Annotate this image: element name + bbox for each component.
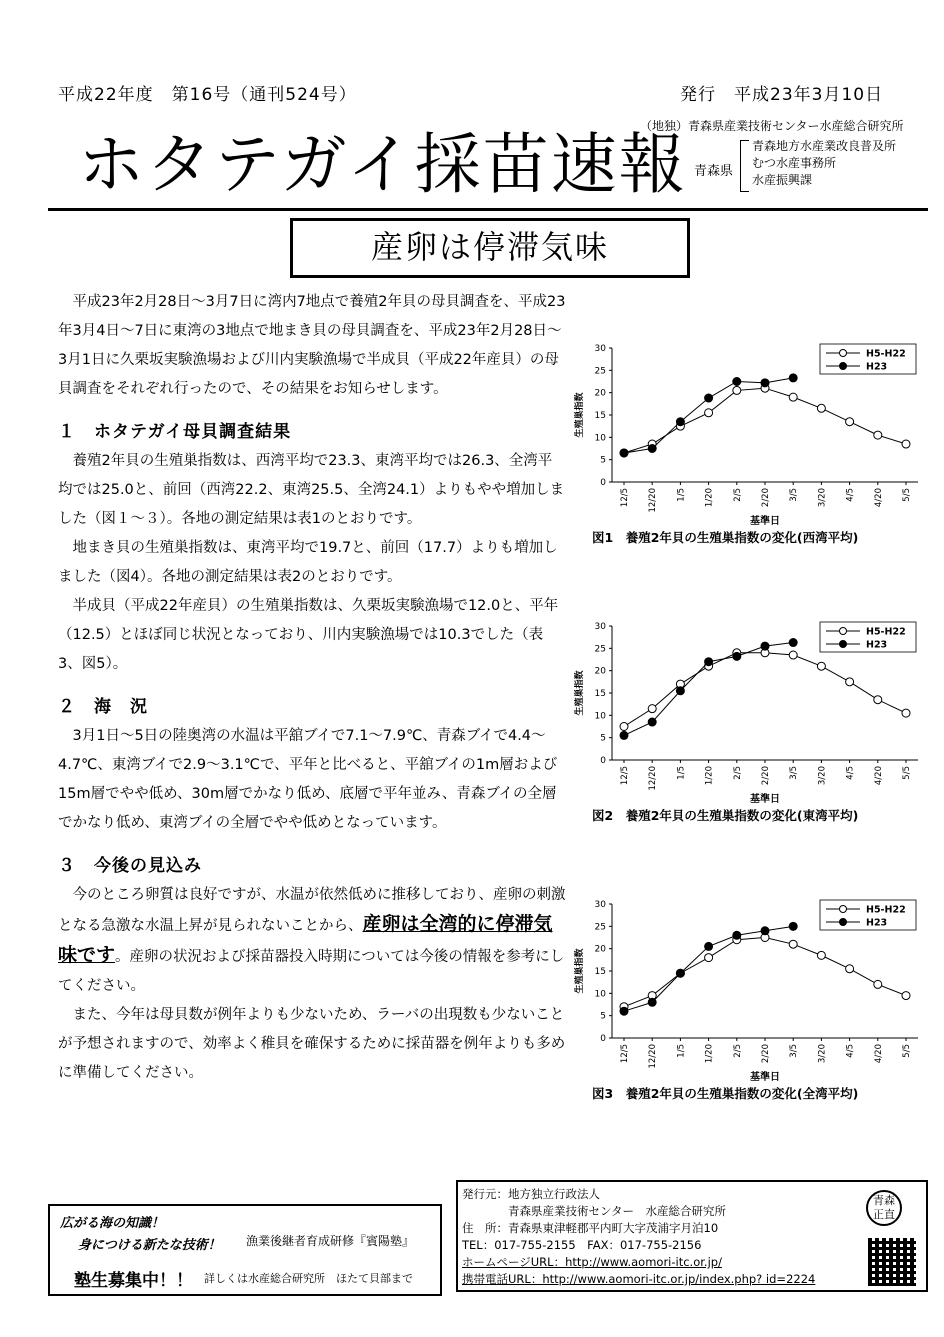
data-point	[648, 998, 656, 1006]
ad-contact: 詳しくは水産総合研究所 ほたて貝部まで	[204, 1272, 413, 1285]
section-heading: ３ 今後の見込み	[58, 856, 202, 876]
x-tick-label: 4/20	[873, 766, 884, 786]
x-tick-label: 3/20	[817, 488, 828, 508]
data-point	[705, 409, 713, 417]
data-point	[874, 980, 882, 988]
x-tick-label: 2/20	[761, 488, 771, 508]
footer-line: 青森県産業技術センター 水産総合研究所	[462, 1204, 727, 1218]
y-axis-label: 生殖巣指数	[575, 948, 585, 994]
y-tick-label: 30	[594, 344, 606, 354]
footer-line: 住 所：青森県東津軽郡平内町大字茂浦字月泊10	[462, 1221, 719, 1235]
issue-number: 平成22年度 第16号（通刊524号）	[58, 85, 357, 105]
data-point	[761, 927, 769, 935]
data-point	[705, 394, 713, 402]
data-point	[789, 639, 797, 647]
x-tick-label: 1/20	[704, 488, 715, 508]
y-tick-label: 5	[600, 455, 606, 466]
y-tick-label: 10	[594, 711, 606, 722]
data-point	[902, 992, 910, 1000]
x-tick-label: 12/20	[648, 488, 659, 513]
series-line	[624, 388, 906, 453]
outlook-text: 。産卵の状況および採苗器投入時期については今後の情報を参考にしてください。	[58, 949, 565, 994]
legend-marker	[840, 641, 847, 648]
data-point	[789, 374, 797, 382]
data-point	[676, 418, 684, 426]
article-body	[58, 288, 566, 1088]
legend-label: H5-H22	[866, 348, 906, 360]
publisher-org	[640, 118, 904, 134]
x-tick-label: 2/5	[732, 766, 743, 780]
ad-recruit: 塾生募集中！！	[74, 1271, 193, 1291]
body-paragraph: 地まき貝の生殖巣指数は、東湾平均で19.7と、前回（17.7）よりも増加しました（図4）。各地の測定結果は表2のとおりです。	[58, 540, 558, 585]
y-tick-label: 20	[594, 388, 606, 399]
x-tick-label: 12/5	[620, 488, 630, 508]
x-tick-label: 1/5	[676, 488, 687, 502]
x-tick-label: 3/5	[789, 488, 800, 502]
prefecture-offices	[752, 138, 896, 189]
data-point	[846, 678, 854, 686]
y-tick-label: 20	[594, 944, 606, 955]
footer-line: TEL：017-755-2155 FAX：017-755-2156	[462, 1238, 702, 1252]
legend-marker	[840, 906, 847, 913]
qr-code-icon[interactable]	[868, 1238, 916, 1286]
x-tick-label: 4/5	[845, 1044, 856, 1058]
y-tick-label: 10	[594, 433, 606, 444]
legend-label: H23	[866, 639, 888, 651]
y-tick-label: 15	[594, 689, 606, 699]
x-axis-label: 基準日	[750, 794, 780, 805]
header-divider	[48, 208, 928, 211]
data-point	[733, 652, 741, 660]
x-tick-label: 5/5	[902, 766, 912, 780]
data-point	[789, 922, 797, 930]
series-line	[624, 938, 906, 1007]
y-tick-label: 30	[594, 900, 606, 910]
data-point	[705, 658, 713, 666]
data-point	[733, 931, 741, 939]
data-point	[761, 379, 769, 387]
training-ad	[48, 1204, 442, 1296]
legend-label: H5-H22	[866, 626, 906, 638]
data-point	[620, 723, 628, 731]
ad-slogan-1: 広がる海の知識！	[60, 1216, 165, 1231]
y-tick-label: 5	[600, 1011, 606, 1022]
y-tick-label: 30	[594, 622, 606, 632]
legend-label: H23	[866, 917, 888, 929]
y-tick-label: 25	[594, 366, 606, 377]
section-heading: １ ホタテガイ母貝調査結果	[58, 422, 292, 442]
x-tick-label: 1/5	[676, 766, 687, 780]
x-tick-label: 2/5	[732, 1044, 743, 1058]
y-tick-label: 20	[594, 666, 606, 677]
chart-caption: 図2 養殖2年貝の生殖巣指数の変化(東湾平均)	[592, 808, 859, 823]
x-tick-label: 1/5	[676, 1044, 687, 1058]
y-axis-label: 生殖巣指数	[575, 392, 585, 438]
x-tick-label: 4/20	[873, 488, 884, 508]
y-tick-label: 0	[600, 478, 606, 488]
data-point	[789, 651, 797, 659]
data-point	[817, 404, 825, 412]
y-tick-label: 25	[594, 644, 606, 655]
ad-slogan-2: 身につける新たな技術！	[78, 1238, 221, 1253]
legend-marker	[840, 919, 847, 926]
ad-program: 漁業後継者育成研修『賓陽塾』	[246, 1234, 415, 1248]
footer-line[interactable]: 携帯電話URL：http://www.aomori-itc.or.jp/index.php? id=2224	[462, 1272, 816, 1286]
footer-lines	[462, 1186, 815, 1288]
legend-marker	[840, 350, 847, 357]
data-point	[902, 440, 910, 448]
x-tick-label: 1/20	[704, 1044, 715, 1064]
data-point	[733, 378, 741, 386]
data-point	[676, 687, 684, 695]
body-paragraph: 半成貝（平成22年産貝）の生殖巣指数は、久栗坂実験漁場で12.0と、平年（12.5）とほぼ同じ状況となっており、川内実験漁場では10.3でした（表3、図5）。	[58, 598, 559, 672]
y-tick-label: 25	[594, 922, 606, 933]
office-item: 水産振興課	[752, 173, 813, 187]
series-line	[624, 653, 906, 727]
data-point	[648, 705, 656, 713]
data-point	[705, 942, 713, 950]
data-point	[874, 431, 882, 439]
chart-caption: 図1 養殖2年貝の生殖巣指数の変化(西湾平均)	[592, 530, 859, 545]
data-point	[817, 951, 825, 959]
data-point	[846, 418, 854, 426]
data-point	[789, 393, 797, 401]
y-tick-label: 5	[600, 733, 606, 744]
y-tick-label: 15	[594, 967, 606, 977]
x-tick-label: 4/5	[845, 488, 856, 502]
body-paragraph: 3月1日～5日の陸奥湾の水温は平舘ブイで7.1～7.9℃、青森ブイで4.4～4.7℃、東湾ブイで2.9～3.1℃で、平年と比べると、平舘ブイの1m層および15m層でやや低め、30m層でかなり低め、底層で平年並み、青森ブイの全層でかなり低め、東湾ブイの全層でやや低めとなっています。	[58, 728, 558, 831]
publisher-info	[456, 1180, 928, 1292]
data-point	[648, 445, 656, 453]
x-axis-label: 基準日	[750, 1072, 780, 1083]
x-tick-label: 12/5	[620, 1044, 630, 1064]
data-point	[620, 1007, 628, 1015]
chart-caption: 図3 養殖2年貝の生殖巣指数の変化(全湾平均)	[592, 1086, 859, 1101]
chart-west-bay	[570, 336, 930, 554]
office-item: むつ水産事務所	[752, 156, 837, 170]
data-point	[705, 954, 713, 962]
y-tick-label: 15	[594, 411, 606, 421]
outlook-paragraph	[58, 881, 566, 1001]
body-paragraph: 養殖2年貝の生殖巣指数は、西湾平均で23.3、東湾平均では26.3、全湾平均では25.0と、前回（西湾22.2、東湾25.5、全湾24.1）よりもやや増加しました（図１～３）。各地の測定結果は表1のとおりです。	[58, 453, 565, 527]
chart-all-bay	[570, 892, 930, 1110]
data-point	[817, 662, 825, 670]
headline: 産卵は停滞気味	[370, 228, 609, 266]
data-point	[620, 449, 628, 457]
seal-logo: 青森 正直	[866, 1190, 902, 1226]
publication-date: 発行 平成23年3月10日	[680, 85, 884, 105]
data-point	[874, 696, 882, 704]
outlook-paragraph: また、今年は母貝数が例年よりも少ないため、ラーバの出現数も少ないことが予想されますので、効率よく稚貝を確保するために採苗器を例年よりも多めに準備してください。	[58, 1007, 566, 1081]
y-axis-label: 生殖巣指数	[575, 670, 585, 716]
prefecture-bracket	[740, 140, 749, 192]
x-tick-label: 5/5	[902, 488, 912, 502]
chart-east-bay	[570, 614, 930, 832]
data-point	[902, 709, 910, 717]
legend-label: H5-H22	[866, 904, 906, 916]
data-point	[648, 718, 656, 726]
prefecture-label: 青森県	[694, 164, 734, 179]
data-point	[846, 965, 854, 973]
x-tick-label: 2/20	[761, 766, 771, 786]
x-tick-label: 3/5	[789, 766, 800, 780]
x-tick-label: 1/20	[704, 766, 715, 786]
x-tick-label: 2/20	[761, 1044, 771, 1064]
publisher-main: （地独）青森県産業技術センター水産総合研究所	[640, 119, 904, 133]
x-tick-label: 12/5	[620, 766, 630, 786]
office-item: 青森地方水産業改良普及所	[752, 139, 897, 153]
footer-line[interactable]: ホームページURL：http://www.aomori-itc.or.jp/	[462, 1255, 722, 1269]
x-tick-label: 4/5	[845, 766, 856, 780]
y-tick-label: 0	[600, 1034, 606, 1044]
data-point	[733, 386, 741, 394]
intro-paragraph: 平成23年2月28日～3月7日に湾内7地点で養殖2年貝の母貝調査を、平成23年3月4日～7日に東湾の3地点で地まき貝の母貝調査を、平成23年2月28日～3月1日に久栗坂実験漁場および川内実験漁場で半成貝（平成22年産貝）の母貝調査をそれぞれ行ったので、その結果をお知らせします。	[58, 294, 566, 397]
x-tick-label: 12/20	[648, 1044, 659, 1069]
x-axis-label: 基準日	[750, 516, 780, 527]
legend-marker	[840, 628, 847, 635]
page-title: ホタテガイ採苗速報	[78, 126, 687, 203]
section-heading: ２ 海 況	[58, 697, 148, 717]
x-tick-label: 12/20	[648, 766, 659, 791]
footer-line: 発行元：地方独立行政法人	[462, 1187, 600, 1201]
x-tick-label: 4/20	[873, 1044, 884, 1064]
x-tick-label: 3/5	[789, 1044, 800, 1058]
x-tick-label: 3/20	[817, 1044, 828, 1064]
legend-marker	[840, 363, 847, 370]
data-point	[761, 642, 769, 650]
y-tick-label: 0	[600, 756, 606, 766]
data-point	[620, 731, 628, 739]
outlook-text: 今のところ卵質は良好ですが、水温が依然低めに推移しており、産卵の刺激となる急激な水温上昇が見られないことから、	[58, 887, 566, 934]
y-tick-label: 10	[594, 989, 606, 1000]
x-tick-label: 5/5	[902, 1044, 912, 1058]
data-point	[789, 940, 797, 948]
x-tick-label: 3/20	[817, 766, 828, 786]
legend-label: H23	[866, 361, 888, 373]
outlook-emphasis: 産卵は全湾的に停滞気味です	[58, 913, 553, 966]
x-tick-label: 2/5	[732, 488, 743, 502]
data-point	[676, 969, 684, 977]
